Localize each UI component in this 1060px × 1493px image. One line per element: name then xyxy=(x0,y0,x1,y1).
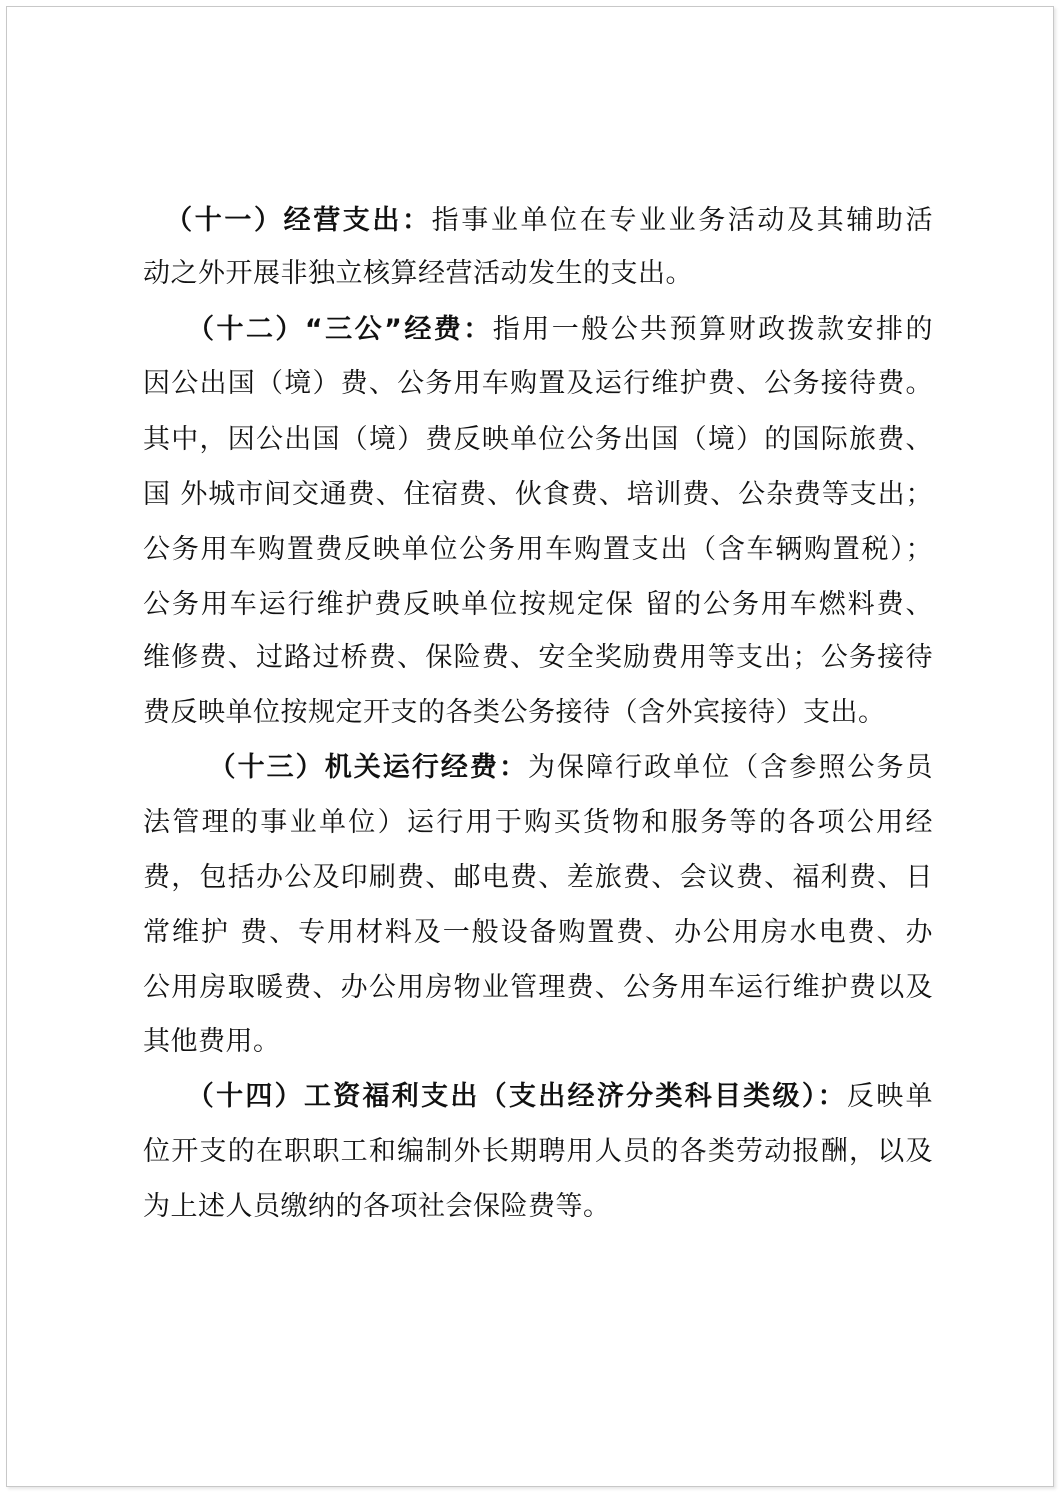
section-14-line-1: （十四）工资福利支出（支出经济分类科目类级）：反映单 xyxy=(185,1081,933,1112)
section-12-line-3: 其中，因公出国（境）费反映单位公务出国（境）的国际旅费、 xyxy=(143,424,933,455)
section-13-line-1: （十三）机关运行经费：为保障行政单位（含参照公务员 xyxy=(207,752,934,783)
section-12-line-6: 公务用车运行维护费反映单位按规定保 留的公务用车燃料费、 xyxy=(143,589,933,620)
section-11-heading: （十一）经营支出： xyxy=(163,205,432,236)
section-12-line-1: （十二）“三公”经费：指用一般公共预算财政拨款安排的 xyxy=(185,314,933,345)
section-14-line-3: 为上述人员缴纳的各项社会保险费等。 xyxy=(143,1191,611,1222)
section-13-line-3: 费，包括办公及印刷费、邮电费、差旅费、会议费、福利费、日 xyxy=(143,862,933,893)
section-12-line-2: 因公出国（境）费、公务用车购置及运行维护费、公务接待费。 xyxy=(143,368,933,399)
section-13-line-5: 公用房取暖费、办公用房物业管理费、公务用车运行维护费以及 xyxy=(143,972,933,1003)
section-13-line-6: 其他费用。 xyxy=(143,1026,281,1057)
section-13-heading: （十三）机关运行经费： xyxy=(207,752,528,783)
section-11-line-1: （十一）经营支出：指事业单位在专业业务活动及其辅助活 xyxy=(163,205,934,236)
section-12-line-5: 公务用车购置费反映单位公务用车购置支出（含车辆购置税）； xyxy=(143,534,933,565)
section-12-line-8: 费反映单位按规定开支的各类公务接待（含外宾接待）支出。 xyxy=(143,697,886,728)
section-11-line-2: 动之外开展非独立核算经营活动发生的支出。 xyxy=(143,258,693,289)
section-13-line-2: 法管理的事业单位）运行用于购买货物和服务等的各项公用经 xyxy=(143,807,933,838)
section-12-heading: （十二）“三公”经费： xyxy=(185,314,493,345)
section-12-line-7: 维修费、过路过桥费、保险费、安全奖励费用等支出；公务接待 xyxy=(143,642,933,673)
section-14-line-2: 位开支的在职职工和编制外长期聘用人员的各类劳动报酬，以及 xyxy=(143,1136,933,1167)
section-12-line-4: 国 外城市间交通费、住宿费、伙食费、培训费、公杂费等支出； xyxy=(143,479,933,510)
section-14-heading: （十四）工资福利支出（支出经济分类科目类级）： xyxy=(185,1081,847,1112)
section-13-line-4: 常维护 费、专用材料及一般设备购置费、办公用房水电费、办 xyxy=(143,917,933,948)
